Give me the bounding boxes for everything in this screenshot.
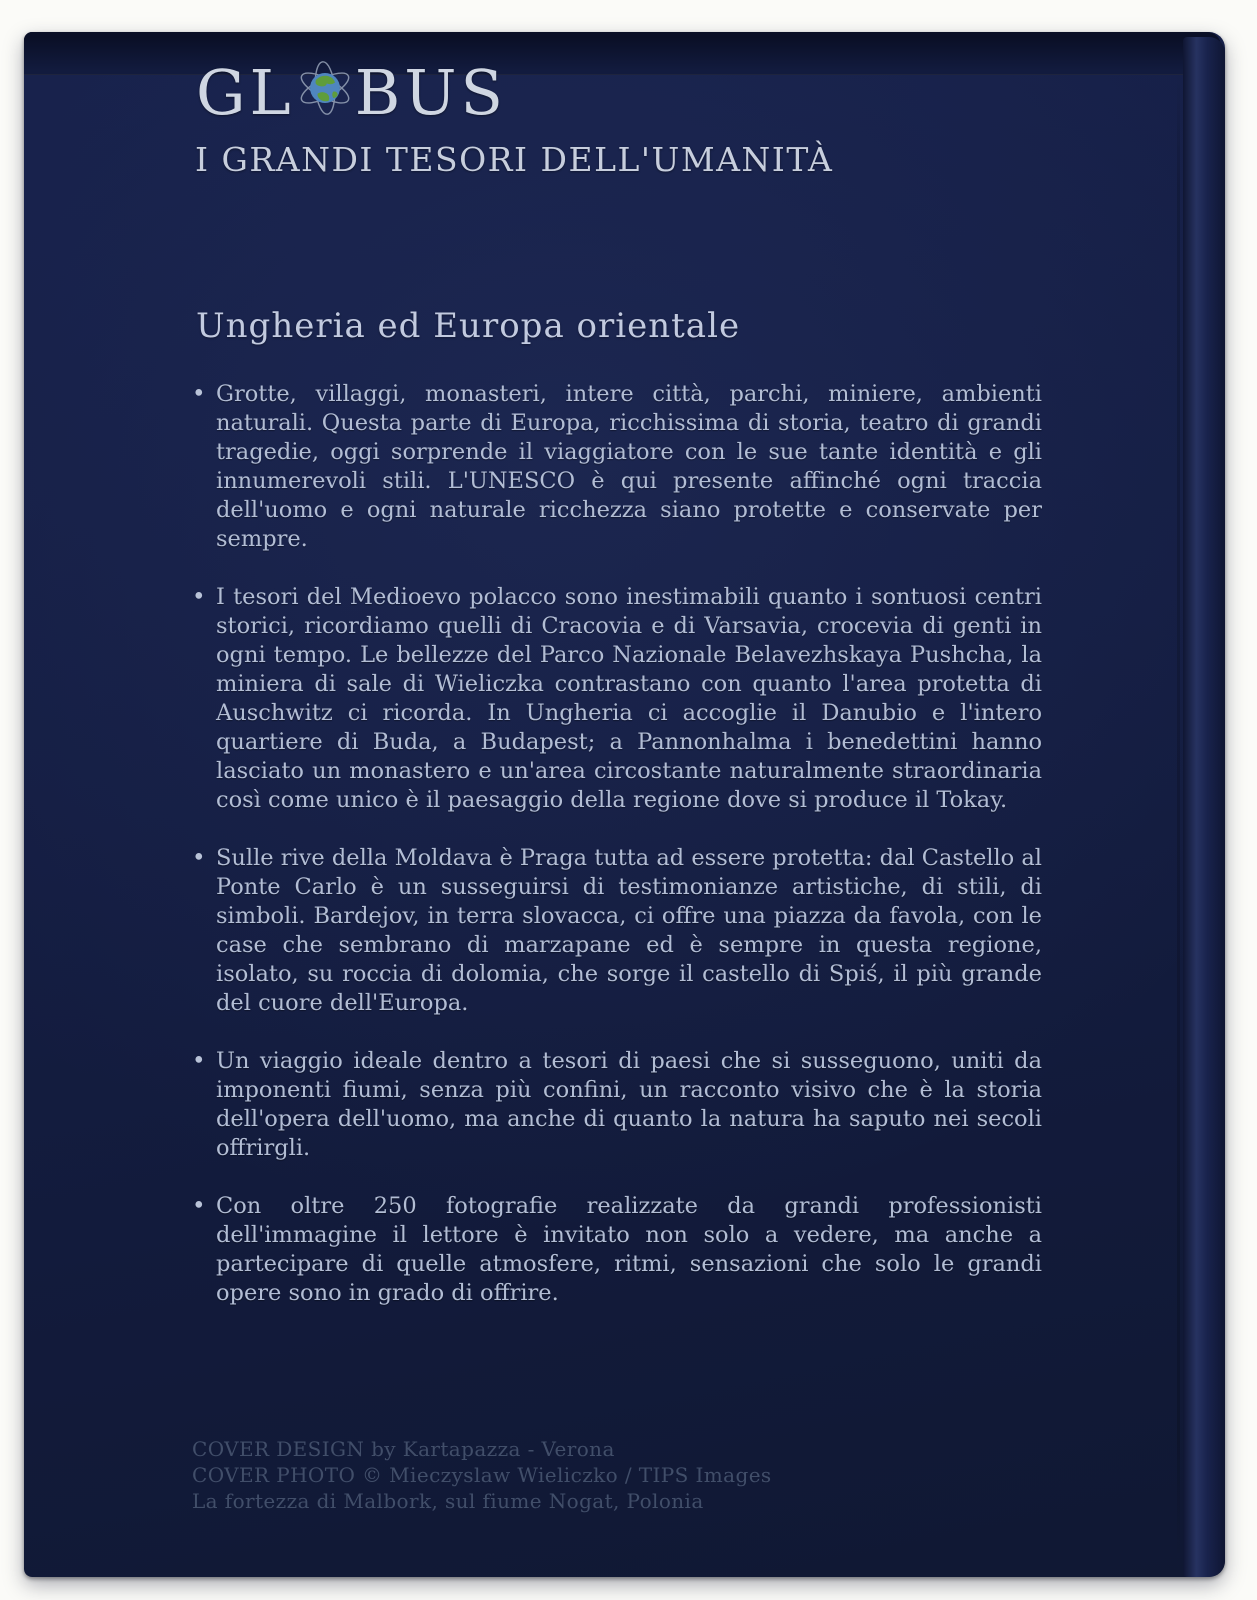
- bullet-paragraph: Un viaggio ideale dentro a tesori di paesi che si susseguono, uniti da imponenti fiumi, senza più confini, un racconto visivo che è la storia dell'opera dell'uomo, ma anche di quanto la natura ha saputo nei secoli offrirgli.: [216, 1048, 1042, 1161]
- bullet-item: [192, 1192, 1042, 1308]
- bullet-dot-icon: •: [192, 1193, 206, 1219]
- bullet-dot-icon: •: [192, 584, 206, 610]
- credit-cover-photo: COVER PHOTO © Mieczyslaw Wieliczko / TIPS Images: [192, 1463, 772, 1487]
- cover-title: Ungheria ed Europa orientale: [196, 306, 741, 346]
- book-spine: [1183, 37, 1225, 1577]
- bullet-dot-icon: •: [192, 381, 206, 407]
- credit-cover-design: COVER DESIGN by Kartapazza - Verona: [192, 1437, 615, 1461]
- credit-photo-caption: La fortezza di Malbork, sul fiume Nogat, Polonia: [192, 1489, 704, 1513]
- bullet-paragraph: I tesori del Medioevo polacco sono inestimabili quanto i sontuosi centri storici, ricordiamo quelli di Cracovia e di Varsavia, crocevia di genti in ogni tempo. Le bellezze del Parco Nazionale Belavezhskaya Pushcha, la miniera di sale di Wieliczka contrastano con quanto l'area protetta di Auschwitz ci ricorda. In Ungheria ci accoglie il Danubio e l'intero quartiere di Buda, a Budapest; a Pannonhalma i benedettini hanno lasciato un monastero e un'area circostante naturalmente straordinaria così come unico è il paesaggio della regione dove si produce il Tokay.: [216, 584, 1042, 813]
- bullet-dot-icon: •: [192, 845, 206, 871]
- globus-logo: [196, 56, 507, 129]
- bullet-item: [192, 844, 1042, 1018]
- bullet-paragraph: Grotte, villaggi, monasteri, intere città, parchi, miniere, ambienti naturali. Questa parte di Europa, ricchissima di storia, teatro di grandi tragedie, oggi sorprende il viaggiatore con le sue tante identità e gli innumerevoli stili. L'UNESCO è qui presente affinché ogni traccia dell'uomo e ogni naturale ricchezza siano protette e conservate per sempre.: [216, 381, 1042, 552]
- bullet-paragraph: Sulle rive della Moldava è Praga tutta ad essere protetta: dal Castello al Ponte Carlo è un susseguirsi di testimonianze artistiche, di stili, di simboli. Bardejov, in terra slovacca, ci offre una piazza da favola, con le case che sembrano di marzapane ed è sempre in questa regione, isolato, su roccia di dolomia, che sorge il castello di Spiś, il più grande del cuore dell'Europa.: [216, 845, 1042, 1016]
- logo-text-prefix: GL: [196, 56, 295, 129]
- bullet-paragraph: Con oltre 250 fotografie realizzate da grandi professionisti dell'immagine il lettore è invitato non solo a vedere, ma anche a partecipare di quelle atmosfere, ritmi, sensazioni che solo le grandi opere sono in grado di offrire.: [216, 1193, 1042, 1306]
- globe-icon: [296, 59, 354, 132]
- bullet-item: [192, 380, 1042, 554]
- credits-block: [192, 1436, 772, 1514]
- logo-text-suffix: BUS: [354, 56, 507, 129]
- bullet-item: [192, 1047, 1042, 1163]
- book-cover: [24, 32, 1225, 1577]
- bullet-dot-icon: •: [192, 1048, 206, 1074]
- series-title: I GRANDI TESORI DELL'UMANITÀ: [195, 140, 834, 179]
- bullet-list: [192, 380, 1042, 1337]
- book-spine-groove: [1177, 70, 1180, 1560]
- bullet-item: [192, 583, 1042, 815]
